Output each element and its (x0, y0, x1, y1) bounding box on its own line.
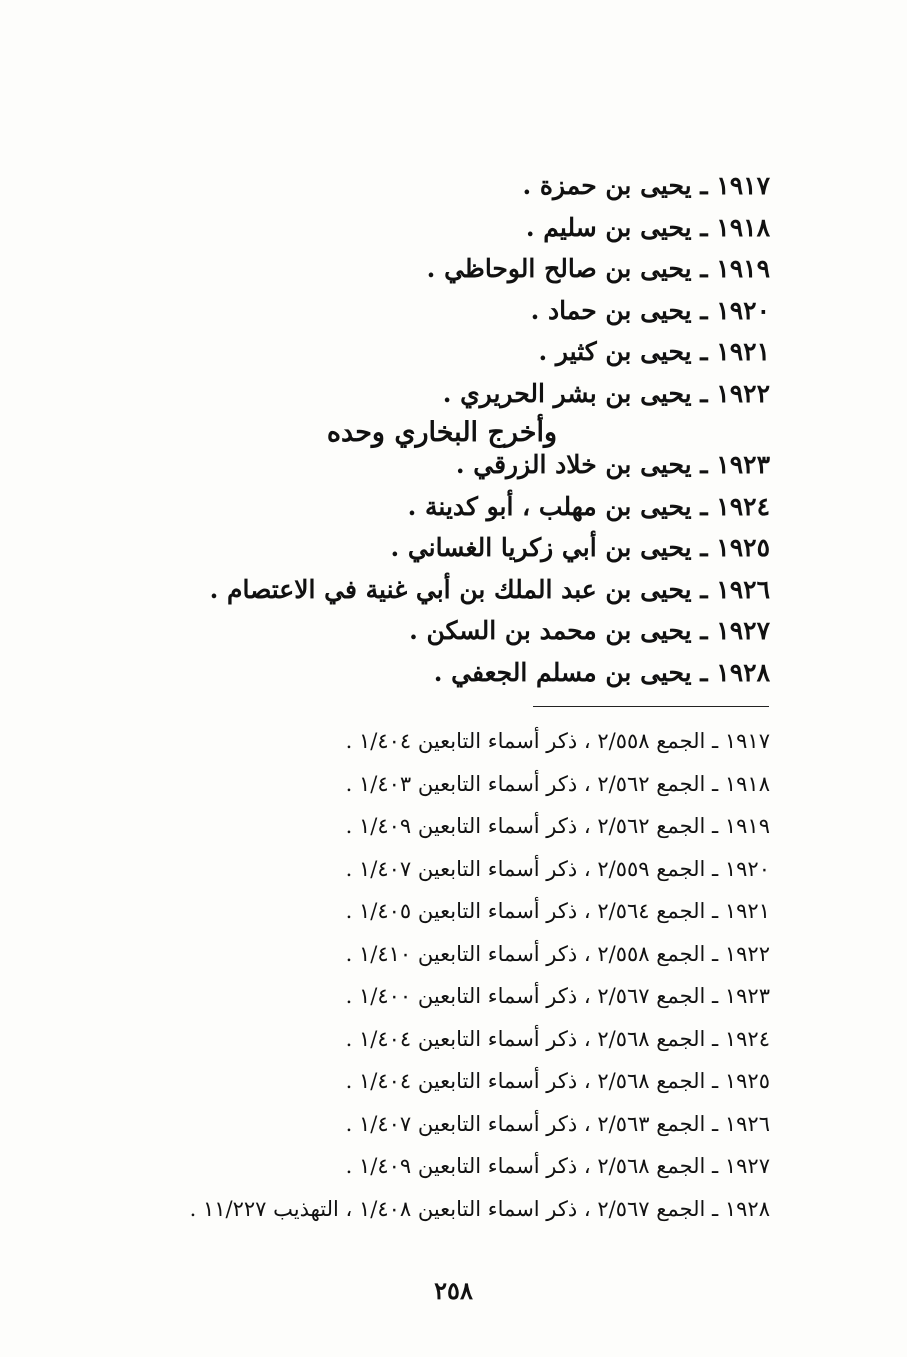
entry-line: ١٩١٩ ـ يحيى بن صالح الوحاظي . (426, 254, 770, 283)
footnote-line: ١٩٢٠ ـ الجمع ٢/٥٥٩ ، ذكر أسماء التابعين ١/٤٠٧ . (345, 856, 770, 881)
entry-line: ١٩٢٨ ـ يحيى بن مسلم الجعفي . (433, 657, 770, 687)
entry-line: ١٩١٨ ـ يحيى بن سليم . (525, 212, 770, 242)
entry-line: ١٩٢٤ ـ يحيى بن مهلب ، أبو كدينة . (407, 491, 770, 521)
entry-line: ١٩٢٦ ـ يحيى بن عبد الملك بن أبي غنية في الاعتصام . (209, 574, 770, 604)
page-number: ٢٥٨ (434, 1276, 473, 1305)
footnotes-list (70, 720, 770, 1230)
section-heading: وأخرج البخاري وحده (326, 417, 557, 448)
entry-line: ١٩٢١ ـ يحيى بن كثير . (538, 337, 770, 366)
footnote-line: ١٩١٨ ـ الجمع ٢/٥٦٢ ، ذكر أسماء التابعين ١/٤٠٣ . (345, 771, 770, 796)
entries-list-bukhari-only (150, 444, 770, 693)
entry-line: ١٩٢٣ ـ يحيى بن خلاد الزرقي . (455, 450, 770, 479)
footnote-line: ١٩٢٤ ـ الجمع ٢/٥٦٨ ، ذكر أسماء التابعين ١/٤٠٤ . (345, 1026, 770, 1051)
footnote-line: ١٩١٩ ـ الجمع ٢/٥٦٢ ، ذكر أسماء التابعين ١/٤٠٩ . (345, 814, 770, 838)
footnote-line: ١٩٢٨ ـ الجمع ٢/٥٦٧ ، ذكر اسماء التابعين ١/٤٠٨ ، التهذيب ١١/٢٢٧ . (189, 1196, 770, 1221)
footnote-line: ١٩٢٣ ـ الجمع ٢/٥٦٧ ، ذكر أسماء التابعين ١/٤٠٠ . (345, 984, 770, 1008)
entry-line: ١٩١٧ ـ يحيى بن حمزة . (522, 171, 770, 200)
footnote-line: ١٩٢١ ـ الجمع ٢/٥٦٤ ، ذكر أسماء التابعين ١/٤٠٥ . (345, 899, 770, 923)
footnote-line: ١٩٢٦ ـ الجمع ٢/٥٦٣ ، ذكر أسماء التابعين ١/٤٠٧ . (345, 1111, 770, 1136)
entry-line: ١٩٢٢ ـ يحيى بن بشر الحريري . (442, 378, 770, 408)
entry-line: ١٩٢٠ ـ يحيى بن حماد . (530, 295, 770, 325)
entry-line: ١٩٢٥ ـ يحيى بن أبي زكريا الغساني . (390, 533, 770, 562)
footnote-line: ١٩٢٥ ـ الجمع ٢/٥٦٨ ، ذكر أسماء التابعين ١/٤٠٤ . (345, 1069, 770, 1093)
footnote-line: ١٩١٧ ـ الجمع ٢/٥٥٨ ، ذكر أسماء التابعين ١/٤٠٤ . (345, 729, 770, 753)
entry-line: ١٩٢٧ ـ يحيى بن محمد بن السكن . (409, 616, 770, 645)
entries-list-bukhari-muslim (150, 165, 770, 414)
footnote-line: ١٩٢٧ ـ الجمع ٢/٥٦٨ ، ذكر أسماء التابعين ١/٤٠٩ . (345, 1154, 770, 1178)
footnote-divider (533, 706, 769, 707)
footnote-line: ١٩٢٢ ـ الجمع ٢/٥٥٨ ، ذكر أسماء التابعين ١/٤١٠ . (345, 941, 770, 966)
